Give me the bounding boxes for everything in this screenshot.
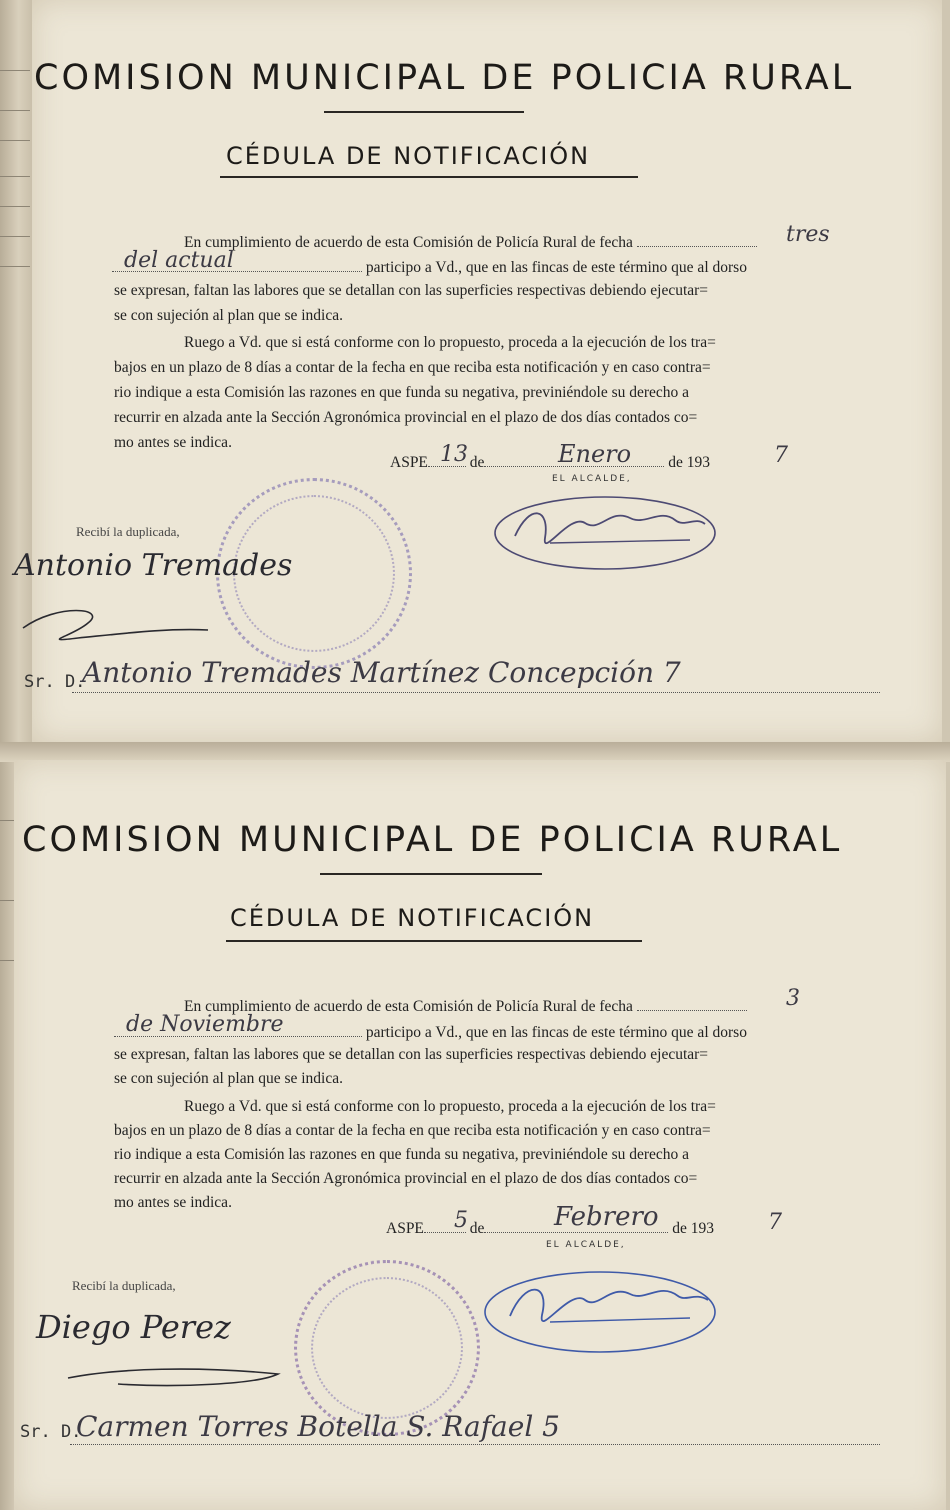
fecha-blank bbox=[637, 232, 757, 247]
paragraph-2-line-2: bajos en un plazo de 8 días a contar de la fecha en que reciba esta notificación y en caso contra= bbox=[114, 1122, 711, 1139]
page-gap bbox=[0, 742, 950, 762]
receipt-label: Recibí la duplicada, bbox=[76, 524, 180, 539]
binding-mark bbox=[0, 140, 30, 141]
notification-form-2 bbox=[14, 760, 946, 1510]
date-line bbox=[390, 452, 710, 472]
form-title: COMISION MUNICIPAL DE POLICIA RURAL bbox=[34, 58, 855, 98]
mayor-signature bbox=[490, 488, 720, 578]
addressee-line bbox=[72, 692, 880, 693]
title-rule bbox=[320, 873, 542, 875]
mayor-signature bbox=[480, 1260, 720, 1360]
paragraph-1-line-4: se con sujeción al plan que se indica. bbox=[114, 1070, 343, 1087]
day-handwriting: 5 bbox=[454, 1208, 468, 1233]
text: de bbox=[469, 1220, 485, 1237]
paragraph-2-line-2: bajos en un plazo de 8 días a contar de la fecha en que reciba esta notificación y en caso contra= bbox=[114, 359, 711, 376]
signature-flourish bbox=[18, 598, 218, 648]
addressee-label: Sr. D. bbox=[24, 672, 86, 692]
paragraph-1-line-1 bbox=[184, 232, 757, 252]
paragraph-2-line-5: mo antes se indica. bbox=[114, 1194, 232, 1211]
place: ASPE bbox=[390, 454, 428, 471]
text: de bbox=[469, 454, 485, 471]
day-handwriting: 13 bbox=[440, 442, 468, 467]
form-title: COMISION MUNICIPAL DE POLICIA RURAL bbox=[22, 820, 843, 860]
addressee-label: Sr. D. bbox=[20, 1422, 82, 1442]
addressee-handwriting: Antonio Tremades Martínez Concepción 7 bbox=[82, 656, 681, 689]
addressee-handwriting: Carmen Torres Botella S. Rafael 5 bbox=[76, 1410, 560, 1443]
paragraph-2-line-4: recurrir en alzada ante la Sección Agronómica provincial en el plazo de dos días contados co= bbox=[114, 1170, 698, 1187]
binding-mark bbox=[0, 176, 30, 177]
title-rule bbox=[324, 111, 524, 113]
subtitle-rule bbox=[220, 176, 638, 178]
fecha-handwriting: tres bbox=[786, 222, 830, 247]
subtitle-rule bbox=[226, 940, 642, 942]
fecha-handwriting: 3 bbox=[786, 986, 800, 1011]
paragraph-1-line-4: se con sujeción al plan que se indica. bbox=[114, 307, 343, 324]
paragraph-1-line-3: se expresan, faltan las labores que se detallan con las superficies respectivas debiendo ejecutar= bbox=[114, 282, 709, 299]
paragraph-2-line-4: recurrir en alzada ante la Sección Agronómica provincial en el plazo de dos días contados co= bbox=[114, 409, 698, 426]
text: de 193 bbox=[672, 1220, 715, 1237]
text: de 193 bbox=[668, 454, 711, 471]
fecha-handwriting-2: del actual bbox=[124, 248, 234, 273]
month-handwriting: Enero bbox=[558, 440, 632, 468]
form-subtitle: CÉDULA DE NOTIFICACIÓN bbox=[226, 142, 591, 170]
fecha-blank bbox=[637, 996, 747, 1011]
year-handwriting: 7 bbox=[768, 1210, 782, 1235]
recipient-signature: Antonio Tremades bbox=[14, 548, 293, 583]
receipt-label: Recibí la duplicada, bbox=[72, 1278, 176, 1293]
form-subtitle: CÉDULA DE NOTIFICACIÓN bbox=[230, 904, 595, 932]
paragraph-2-line-3: rio indique a esta Comisión las razones en que funda su negativa, previniéndole su derecho a bbox=[114, 1146, 690, 1163]
paragraph-2-line-1: Ruego a Vd. que si está conforme con lo propuesto, proceda a la ejecución de los tra= bbox=[184, 1098, 716, 1115]
place: ASPE bbox=[386, 1220, 424, 1237]
notification-form-1 bbox=[14, 0, 942, 742]
paragraph-2-line-3: rio indique a esta Comisión las razones en que funda su negativa, previniéndole su derecho a bbox=[114, 384, 690, 401]
binding-mark bbox=[0, 70, 30, 71]
text: participo a Vd., que en las fincas de este término que al dorso bbox=[365, 1024, 747, 1041]
paragraph-2-line-1: Ruego a Vd. que si está conforme con lo propuesto, proceda a la ejecución de los tra= bbox=[184, 334, 716, 351]
text: En cumplimiento de acuerdo de esta Comisión de Policía Rural de fecha bbox=[184, 234, 633, 251]
alcalde-label: EL ALCALDE, bbox=[546, 1240, 626, 1250]
fecha-handwriting-2: de Noviembre bbox=[126, 1012, 284, 1037]
binding-mark bbox=[0, 206, 30, 207]
paragraph-1-line-3: se expresan, faltan las labores que se detallan con las superficies respectivas debiendo ejecutar= bbox=[114, 1046, 709, 1063]
signature-flourish bbox=[58, 1358, 298, 1398]
binding-mark bbox=[0, 266, 30, 267]
date-line bbox=[386, 1218, 714, 1238]
addressee-line bbox=[70, 1444, 880, 1445]
binding-mark bbox=[0, 110, 30, 111]
month-handwriting: Febrero bbox=[554, 1202, 659, 1232]
alcalde-label: EL ALCALDE, bbox=[552, 474, 632, 484]
text: participo a Vd., que en las fincas de este término que al dorso bbox=[365, 259, 747, 276]
recipient-signature: Diego Perez bbox=[36, 1308, 231, 1346]
year-handwriting: 7 bbox=[774, 443, 788, 468]
paragraph-2-line-5: mo antes se indica. bbox=[114, 434, 232, 451]
binding-mark bbox=[0, 236, 30, 237]
text: En cumplimiento de acuerdo de esta Comisión de Policía Rural de fecha bbox=[184, 998, 633, 1015]
